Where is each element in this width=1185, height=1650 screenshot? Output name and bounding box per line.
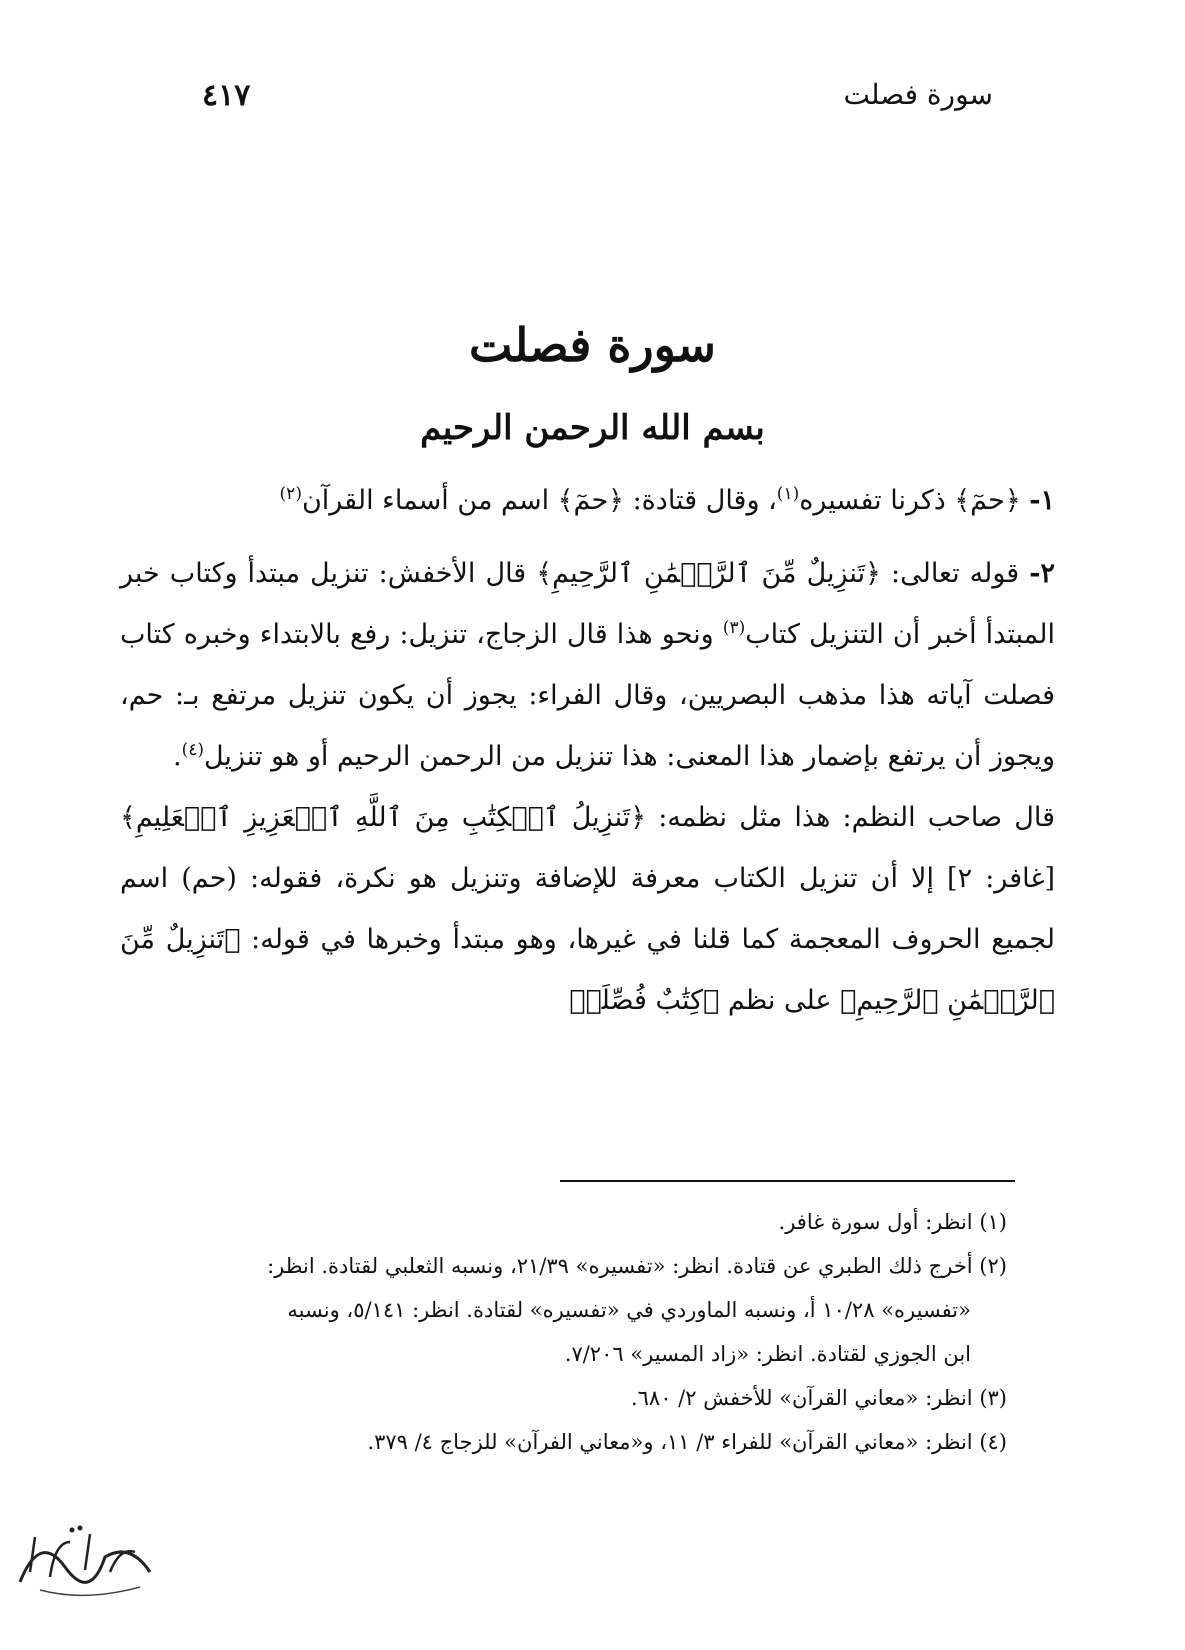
verse-number: ٢- (1029, 558, 1055, 589)
quran-quote: ﴿حمٓ﴾ (954, 485, 1021, 516)
footnote-divider (560, 1180, 1015, 1182)
footnote-2: (٢) أخرج ذلك الطبري عن قتادة. انظر: «تفسيره» ٢١/٣٩، ونسبه الثعلبي لقتادة. انظر: (267, 1254, 1007, 1278)
footnote-ref[interactable]: (٤) (181, 740, 204, 760)
paragraph-text: قال الأخفش: تنزيل مبتدأ وكتاب خبر المبتدأ أخبر أن التنزيل كتاب (120, 558, 1055, 650)
paragraph-nazm (120, 787, 1055, 1031)
footnote-ref[interactable]: (٣) (722, 618, 746, 638)
footnote-3: (٣) انظر: «معاني القرآن» للأخفش ٢/ ٦٨٠. (630, 1386, 1007, 1410)
quran-quote: ﴿تَنزِيلٌ مِّنَ ٱلرَّحۡمَٰنِ ٱلرَّحِيمِ﴾ (536, 558, 881, 589)
quran-quote: ﴿حمٓ﴾ (557, 485, 624, 516)
paragraph-text: . (172, 741, 182, 772)
paragraph-text: ، وقال قتادة: (623, 485, 777, 516)
paragraph-verse-2 (120, 543, 1055, 787)
footnote-4: (٤) انظر: «معاني القرآن» للفراء ٣/ ١١، و«معاني الفرآن» للزجاج ٤/ ٣٧٩. (367, 1430, 1007, 1454)
paragraph-text: ونحو هذا قال الزجاج، تنزيل: رفع بالابتداء وخبره كتاب فصلت آياته هذا مذهب البصريين، وقال الفراء: يجوز أن يكون تنزيل مرتفع بـ: حم، ويجوز أن يرتفع بإضمار هذا المعنى: هذا تنزيل من الرحمن الرحيم أو هو تنزيل (120, 619, 1055, 772)
page-number: ٤١٧ (202, 78, 251, 113)
surah-title: سورة فصلت (469, 318, 716, 372)
quran-quote: ﴿كِتَٰبٌ فُصِّلَتۡ (569, 985, 720, 1016)
footnotes (120, 1200, 1007, 1464)
footnote-2-cont: «تفسيره» ١٠/٢٨ أ، ونسبه الماوردي في «تفسيره» لقتادة. انظر: ٥/١٤١، ونسبه (287, 1298, 971, 1322)
paragraph-text: قوله تعالى: (880, 558, 1030, 589)
footnote-ref[interactable]: (٢) (279, 484, 302, 504)
paragraph-text: على نظم (719, 985, 841, 1016)
quran-quote: ﴿تَنزِيلُ ٱلۡكِتَٰبِ مِنَ ٱللَّهِ ٱلۡعَزِيزِ ٱلۡعَلِيمِ﴾ (120, 802, 647, 833)
verse-number: ١- (1029, 485, 1055, 516)
logo-watermark (10, 1512, 160, 1602)
paragraph-text: ذكرنا تفسيره (799, 485, 955, 516)
commentary-body (120, 470, 1055, 1031)
footnote-ref[interactable]: (١) (776, 484, 800, 504)
quran-quote: ﴿تَنزِيلٌ مِّنَ ٱلرَّحۡمَٰنِ ٱلرَّحِيمِ﴾ (120, 924, 1055, 1016)
running-header (180, 78, 1005, 118)
paragraph-verse-1 (120, 470, 1055, 531)
footnote-1: (١) انظر: أول سورة غافر. (778, 1210, 1007, 1234)
logo-calligraphy-icon (10, 1512, 160, 1602)
header-surah-name: سورة فصلت (843, 78, 993, 111)
footnote-2-cont: ابن الجوزي لقتادة. انظر: «زاد المسير» ٧/٢٠٦. (564, 1342, 971, 1366)
paragraph-text: قال صاحب النظم: هذا مثل نظمه: (646, 802, 1055, 833)
paragraph-text: اسم من أسماء القرآن (301, 485, 558, 516)
basmala: بسم الله الرحمن الرحيم (420, 408, 765, 448)
paragraph-text: [غافر: ٢] إلا أن تنزيل الكتاب معرفة للإضافة وتنزيل هو نكرة، فقوله: (حم) اسم لجميع الحروف المعجمة كما قلنا في غيرها، وهو مبتدأ وخبرها في قوله: (120, 863, 1056, 955)
